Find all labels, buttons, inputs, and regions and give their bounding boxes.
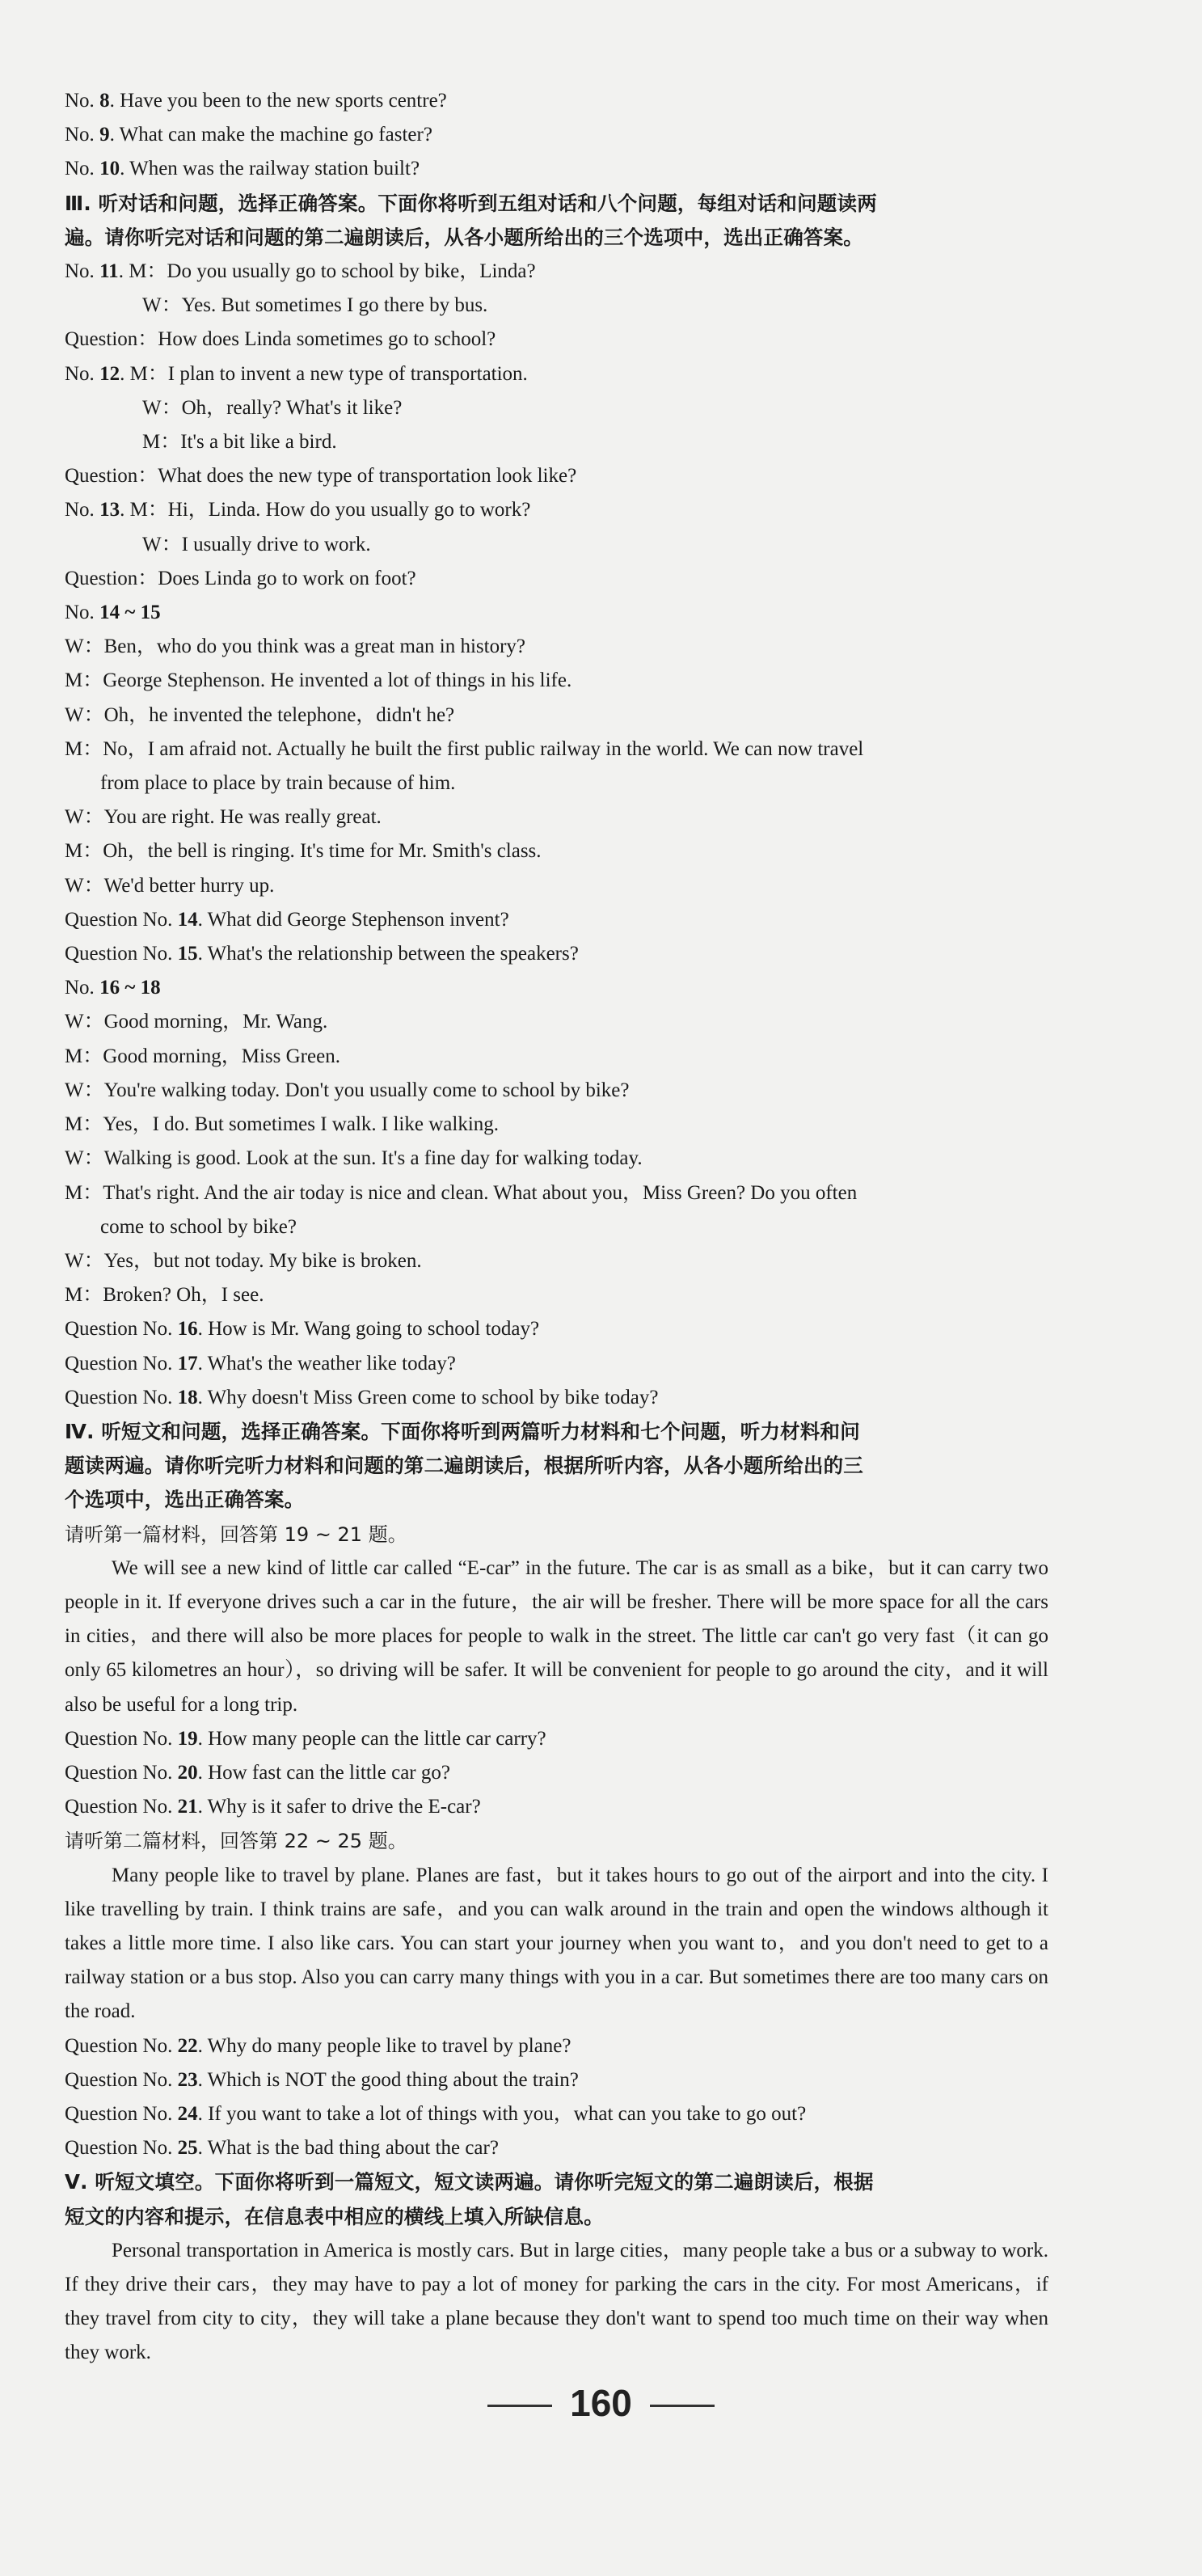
question-17: Question No. 17. What's the weather like today? bbox=[65, 1352, 456, 1375]
question-23: Question No. 23. Which is NOT the good thing about the train? bbox=[65, 2068, 579, 2091]
dialog-14-15-label: No. 14 ~ 15 bbox=[65, 602, 161, 624]
dialog-14-line: W：We'd better hurry up. bbox=[65, 874, 275, 897]
dialog-16-line: M：Broken? Oh，I see. bbox=[65, 1284, 264, 1307]
dialog-16-18-label: No. 16 ~ 18 bbox=[65, 977, 161, 999]
dialog-11-m: No. 11. M：Do you usually go to school by bike，Linda? bbox=[65, 260, 536, 283]
dialog-14-line: M：George Stephenson. He invented a lot of things in his life. bbox=[65, 669, 572, 692]
section-5-heading: Ⅴ. 听短文填空。下面你将听到一篇短文，短文读两遍。请你听完短文的第二遍朗读后，根据 bbox=[65, 2170, 874, 2194]
passage-2: Many people like to travel by plane. Planes are fast，but it takes hours to go out of the airport and into the city. I like travelling by train. I think trains are safe，and you can walk around in the train and open the windows although it takes a little more time. I also like cars. You can start your journey when you want to，and you don't need to get to a railway station or a bus stop. Also you can carry many things with you in a car. But sometimes there are too many cars on the road. bbox=[65, 1864, 1048, 2023]
section-5-heading-cont: 短文的内容和提示，在信息表中相应的横线上填入所缺信息。 bbox=[65, 2204, 604, 2228]
question-16: Question No. 16. How is Mr. Wang going to school today? bbox=[65, 1318, 540, 1341]
passage-1-intro: 请听第一篇材料，回答第 19 ~ 21 题。 bbox=[65, 1522, 407, 1546]
dialog-16-line: W：Walking is good. Look at the sun. It's a fine day for walking today. bbox=[65, 1147, 643, 1170]
line-no-8: No. 8. Have you been to the new sports centre? bbox=[65, 90, 447, 112]
dialog-12-question: Question：What does the new type of transportation look like? bbox=[65, 465, 577, 488]
passage-3: Personal transportation in America is mostly cars. But in large cities，many people take a bus or a subway to work. If they drive their cars，they may have to pay a lot of money for parking the cars in the city. For most Americans，if they travel from city to city，they will take a plane because they don't want to spend too much time on their way when they work. bbox=[65, 2239, 1048, 2364]
dialog-11-question: Question：How does Linda sometimes go to school? bbox=[65, 328, 496, 351]
question-14: Question No. 14. What did George Stephenson invent? bbox=[65, 908, 509, 931]
dialog-16-line: M：Yes，I do. But sometimes I walk. I like walking. bbox=[65, 1113, 500, 1136]
section-4-heading: Ⅳ. 听短文和问题，选择正确答案。下面你将听到两篇听力材料和七个问题，听力材料和问 bbox=[65, 1419, 860, 1443]
dialog-12-m1: No. 12. M：I plan to invent a new type of transportation. bbox=[65, 362, 528, 385]
dash-left bbox=[487, 2405, 552, 2407]
question-18: Question No. 18. Why doesn't Miss Green come to school by bike today? bbox=[65, 1386, 659, 1408]
question-20: Question No. 20. How fast can the little car go? bbox=[65, 1761, 450, 1784]
passage-1: We will see a new kind of little car called “E-car” in the future. The car is as small as a bike，but it can carry two people in it. If everyone drives such a car in the future，the air will be fresher. There will be more space for all the cars in cities，and there will also be more places for people to walk in the street. The little car can't go very fast（it can go only 65 kilometres an hour），so driving will be safer. It will be convenient for people to go around the city，and it will also be useful for a long trip. bbox=[65, 1556, 1048, 1716]
passage-2-intro: 请听第二篇材料，回答第 22 ~ 25 题。 bbox=[65, 1830, 407, 1853]
dialog-13-question: Question：Does Linda go to work on foot? bbox=[65, 567, 416, 589]
question-22: Question No. 22. Why do many people like to travel by plane? bbox=[65, 2034, 571, 2057]
line-no-9: No. 9. What can make the machine go faster? bbox=[65, 124, 432, 146]
dialog-12-w: W：Oh，really? What's it like? bbox=[142, 396, 403, 419]
section-3-heading: Ⅲ. 听对话和问题，选择正确答案。下面你将听到五组对话和八个问题，每组对话和问题读两 bbox=[65, 191, 877, 215]
question-21: Question No. 21. Why is it safer to drive the E-car? bbox=[65, 1796, 481, 1818]
question-24: Question No. 24. If you want to take a lot of things with you，what can you take to go out? bbox=[65, 2102, 807, 2125]
dialog-16-line: M：Good morning，Miss Green. bbox=[65, 1045, 340, 1067]
dialog-13-m: No. 13. M：Hi，Linda. How do you usually go to work? bbox=[65, 499, 531, 522]
dash-right bbox=[650, 2405, 715, 2407]
dialog-14-line: W：Oh，he invented the telephone，didn't he? bbox=[65, 703, 455, 726]
page-number: 160 bbox=[0, 2381, 1202, 2425]
dialog-12-m2: M：It's a bit like a bird. bbox=[142, 431, 337, 454]
dialog-14-line: M：Oh，the bell is ringing. It's time for Mr. Smith's class. bbox=[65, 840, 542, 863]
question-25: Question No. 25. What is the bad thing about the car? bbox=[65, 2137, 499, 2160]
question-19: Question No. 19. How many people can the little car carry? bbox=[65, 1727, 546, 1750]
dialog-16-line: M：That's right. And the air today is nice and clean. What about you，Miss Green? Do you often bbox=[65, 1181, 858, 1204]
dialog-16-line: come to school by bike? bbox=[100, 1215, 297, 1238]
line-no-10: No. 10. When was the railway station built? bbox=[65, 158, 420, 180]
dialog-11-w: W：Yes. But sometimes I go there by bus. bbox=[142, 294, 488, 317]
section-3-heading-cont: 遍。请你听完对话和问题的第二遍朗读后，从各小题所给出的三个选项中，选出正确答案。 bbox=[65, 225, 863, 249]
section-4-heading-cont: 个选项中，选出正确答案。 bbox=[65, 1488, 305, 1512]
dialog-16-line: W：Yes，but not today. My bike is broken. bbox=[65, 1249, 422, 1272]
dialog-14-line: W：Ben，who do you think was a great man in history? bbox=[65, 636, 526, 658]
dialog-13-w: W：I usually drive to work. bbox=[142, 533, 371, 555]
section-4-heading-cont: 题读两遍。请你听完听力材料和问题的第二遍朗读后，根据所听内容，从各小题所给出的三 bbox=[65, 1454, 863, 1478]
question-15: Question No. 15. What's the relationship between the speakers? bbox=[65, 943, 579, 965]
dialog-14-line: M：No，I am afraid not. Actually he built the first public railway in the world. We can now travel bbox=[65, 737, 864, 760]
dialog-14-line: from place to place by train because of him. bbox=[100, 772, 456, 795]
dialog-16-line: W：You're walking today. Don't you usually come to school by bike? bbox=[65, 1079, 630, 1101]
dialog-14-line: W：You are right. He was really great. bbox=[65, 806, 382, 829]
dialog-16-line: W：Good morning，Mr. Wang. bbox=[65, 1011, 328, 1033]
